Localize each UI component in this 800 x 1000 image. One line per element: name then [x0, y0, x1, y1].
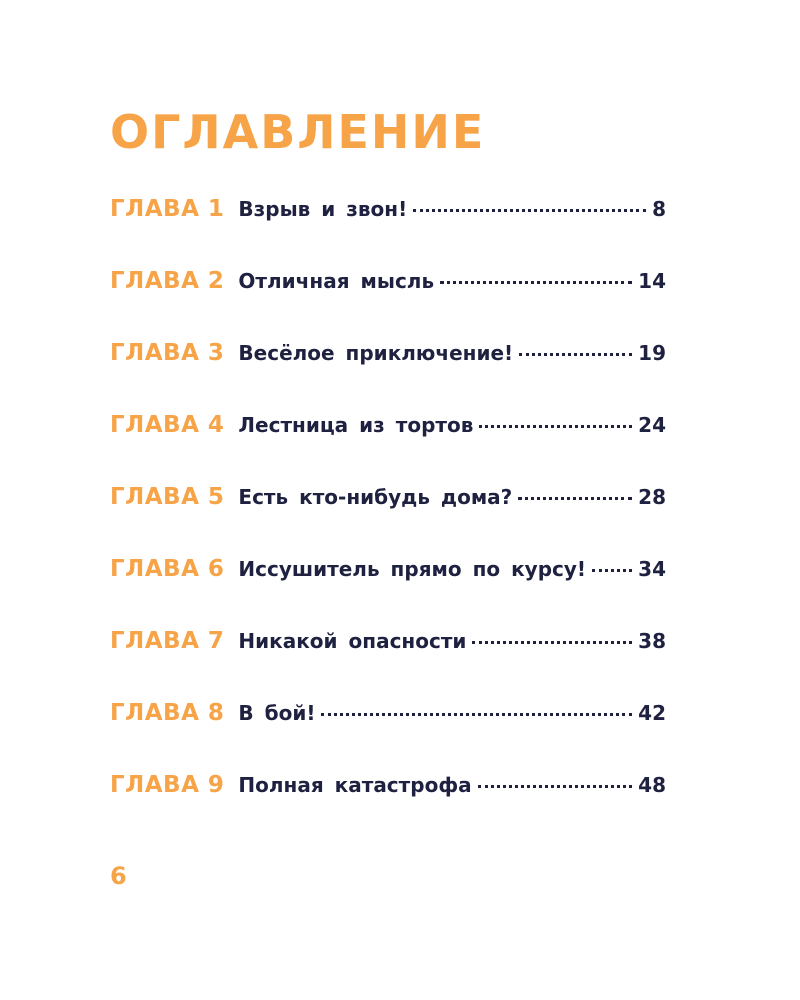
toc-chapter-title: Взрыв и звон!	[238, 197, 408, 221]
toc-entry-2[interactable]	[110, 268, 666, 304]
toc-chapter-title: Иссушитель прямо по курсу!	[238, 557, 587, 581]
toc-dot-leader	[519, 353, 632, 356]
toc-chapter-label: ГЛАВА 7	[110, 628, 225, 654]
toc-chapter-label: ГЛАВА 9	[110, 772, 225, 798]
toc-chapter-title: Отличная мысль	[238, 269, 435, 293]
toc-entry-9[interactable]	[110, 772, 666, 808]
toc-page-number: 28	[638, 485, 666, 509]
toc-chapter-label: ГЛАВА 2	[110, 268, 225, 294]
page-title: ОГЛАВЛЕНИЕ	[110, 105, 486, 159]
toc-page-number: 14	[638, 269, 666, 293]
toc-chapter-label: ГЛАВА 1	[110, 196, 225, 222]
toc-chapter-label: ГЛАВА 3	[110, 340, 225, 366]
toc-page-number: 42	[638, 701, 666, 725]
toc-entry-6[interactable]	[110, 556, 666, 592]
toc-chapter-title: Лестница из тортов	[238, 413, 474, 437]
toc-chapter-title: Весёлое приключение!	[238, 341, 514, 365]
toc-chapter-title: Никакой опасности	[238, 629, 467, 653]
toc-entry-8[interactable]	[110, 700, 666, 736]
toc-entry-5[interactable]	[110, 484, 666, 520]
toc-page-number: 19	[638, 341, 666, 365]
toc-dot-leader	[592, 569, 632, 572]
toc-chapter-label: ГЛАВА 6	[110, 556, 225, 582]
toc-dot-leader	[479, 425, 632, 428]
toc-entry-7[interactable]	[110, 628, 666, 664]
page-number: 6	[110, 862, 127, 890]
toc-chapter-label: ГЛАВА 5	[110, 484, 225, 510]
toc-entry-3[interactable]	[110, 340, 666, 376]
toc-page-number: 38	[638, 629, 666, 653]
toc-page-number: 48	[638, 773, 666, 797]
toc-chapter-title: В бой!	[238, 701, 316, 725]
toc-dot-leader	[440, 281, 632, 284]
toc-dot-leader	[413, 209, 646, 212]
toc-dot-leader	[321, 713, 632, 716]
toc-dot-leader	[478, 785, 633, 788]
toc-chapter-title: Полная катастрофа	[238, 773, 472, 797]
toc-dot-leader	[518, 497, 632, 500]
toc-dot-leader	[472, 641, 632, 644]
toc-page-number: 34	[638, 557, 666, 581]
toc-chapter-label: ГЛАВА 8	[110, 700, 225, 726]
toc-page-number: 24	[638, 413, 666, 437]
toc-entry-1[interactable]	[110, 196, 666, 232]
table-of-contents	[110, 196, 666, 844]
toc-entry-4[interactable]	[110, 412, 666, 448]
toc-chapter-title: Есть кто-нибудь дома?	[238, 485, 513, 509]
toc-page-number: 8	[652, 197, 666, 221]
toc-chapter-label: ГЛАВА 4	[110, 412, 225, 438]
